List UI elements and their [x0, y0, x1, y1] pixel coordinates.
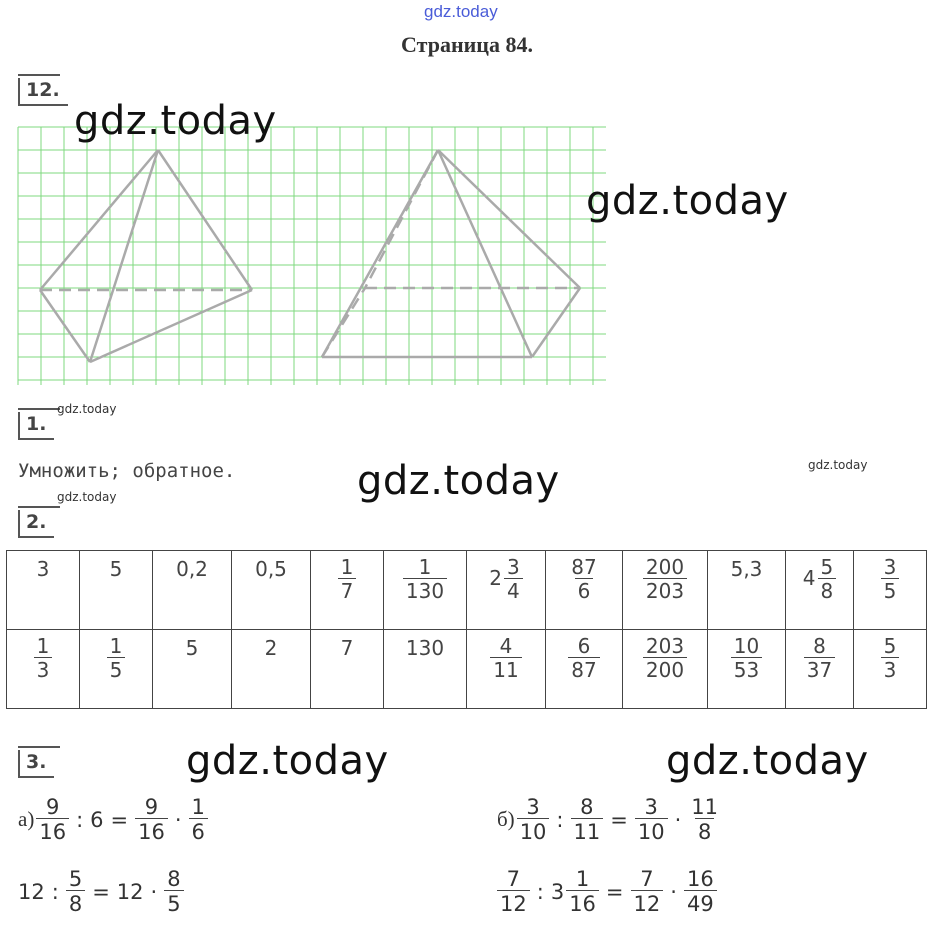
table-cell: 4 $\frac{5}{8}$ [786, 551, 854, 630]
page-title: Страница 84. [401, 32, 533, 57]
table-cell [546, 630, 623, 709]
fraction: $\frac{203}{200}$ [643, 636, 687, 681]
fraction: $\frac{87}{6}$ [571, 555, 597, 603]
fraction: $\frac{10}{53}$ [731, 636, 762, 681]
fraction: $\frac{8}{37}$ [804, 636, 835, 681]
table-cell [623, 551, 708, 630]
table-cell: 130 [384, 630, 467, 709]
task-3a-line-2: 12 : $\frac{5}{8}$ = 12 · $\frac{8}{5}$ [18, 868, 184, 915]
watermark-big-1: gdz.today [74, 98, 277, 144]
task-3b-line-1: б) $\frac{3}{10}$ : $\frac{8}{11}$ = $\frac{3}{10}$ · $\frac{11}{8}$ [497, 796, 721, 843]
table-cell: 2 $\frac{3}{4}$ [467, 551, 546, 630]
reciprocal-table [6, 550, 927, 709]
grid-lines [18, 127, 606, 385]
table-cell [708, 630, 786, 709]
table-cell [7, 630, 80, 709]
task-3-number: 3. [18, 750, 54, 778]
fraction: $\frac{1}{5}$ [107, 636, 126, 681]
task-1-answer: Умножить; обратное. [18, 460, 236, 482]
table-cell [854, 551, 927, 630]
fraction: $\frac{8}{11}$ [571, 796, 604, 843]
fraction: $\frac{4}{11}$ [490, 636, 521, 681]
task-12-number: 12. [18, 78, 68, 106]
table-cell [546, 551, 623, 630]
table-cell: 5,3 [708, 551, 786, 630]
fraction: $\frac{5}{3}$ [881, 636, 900, 681]
fraction: $\frac{1}{16}$ [566, 868, 599, 915]
fraction: $\frac{7}{12}$ [497, 868, 530, 915]
fraction: $\frac{3}{10}$ [517, 796, 550, 843]
watermark-big-2: gdz.today [586, 178, 789, 224]
fraction: $\frac{3}{4}$ [504, 557, 523, 602]
watermark-big-3: gdz.today [357, 458, 560, 504]
table-cell [467, 630, 546, 709]
table-cell [623, 630, 708, 709]
fraction: $\frac{3}{5}$ [881, 557, 900, 602]
table-cell: 3 [7, 551, 80, 630]
task-1-number: 1. [18, 412, 54, 440]
table-cell [311, 551, 384, 630]
task-2-number: 2. [18, 510, 54, 538]
fraction: $\frac{7}{12}$ [631, 868, 664, 915]
table-cell: 0,5 [232, 551, 311, 630]
watermark-big-5: gdz.today [666, 738, 869, 784]
fraction: $\frac{1}{6}$ [189, 796, 208, 843]
quadrilateral-pyramid [322, 150, 580, 357]
fraction: $\frac{6}{87}$ [568, 636, 599, 681]
table-row-reciprocals [7, 630, 927, 709]
watermark-top: gdz.today [424, 2, 498, 21]
fraction: $\frac{200}{203}$ [643, 557, 687, 602]
triangular-pyramid [40, 150, 252, 362]
fraction: $\frac{16}{49}$ [684, 868, 717, 915]
watermark-small-3: gdz.today [57, 490, 117, 504]
table-cell: 5 [80, 551, 153, 630]
watermark-big-4: gdz.today [186, 738, 389, 784]
label-a: а) [18, 807, 35, 832]
table-cell [384, 551, 467, 630]
fraction: $\frac{9}{16}$ [36, 796, 69, 843]
table-cell: 5 [153, 630, 232, 709]
table-cell [80, 630, 153, 709]
label-b: б) [497, 807, 515, 832]
watermark-small-2: gdz.today [808, 458, 868, 472]
table-cell: 0,2 [153, 551, 232, 630]
fraction: $\frac{3}{10}$ [635, 796, 668, 843]
fraction: $\frac{1}{7}$ [338, 557, 357, 602]
table-cell: 2 [232, 630, 311, 709]
fraction: $\frac{8}{5}$ [164, 868, 183, 915]
table-row-numbers [7, 551, 927, 630]
table-cell: 7 [311, 630, 384, 709]
watermark-small-1: gdz.today [57, 402, 117, 416]
fraction: $\frac{9}{16}$ [135, 796, 168, 843]
fraction: $\frac{5}{8}$ [818, 557, 837, 602]
fraction: $\frac{1}{130}$ [403, 557, 447, 602]
fraction: $\frac{1}{3}$ [34, 636, 53, 681]
task-3a-line-1: а) $\frac{9}{16}$ : 6 = $\frac{9}{16}$ · $\frac{1}{6}$ [18, 796, 208, 843]
table-cell [786, 630, 854, 709]
fraction: $\frac{5}{8}$ [66, 868, 85, 915]
fraction: $\frac{11}{8}$ [691, 795, 718, 845]
table-cell [854, 630, 927, 709]
task-3b-line-2: $\frac{7}{12}$ : 3 $\frac{1}{16}$ = $\frac{7}{12}$ · $\frac{16}{49}$ [497, 868, 717, 915]
